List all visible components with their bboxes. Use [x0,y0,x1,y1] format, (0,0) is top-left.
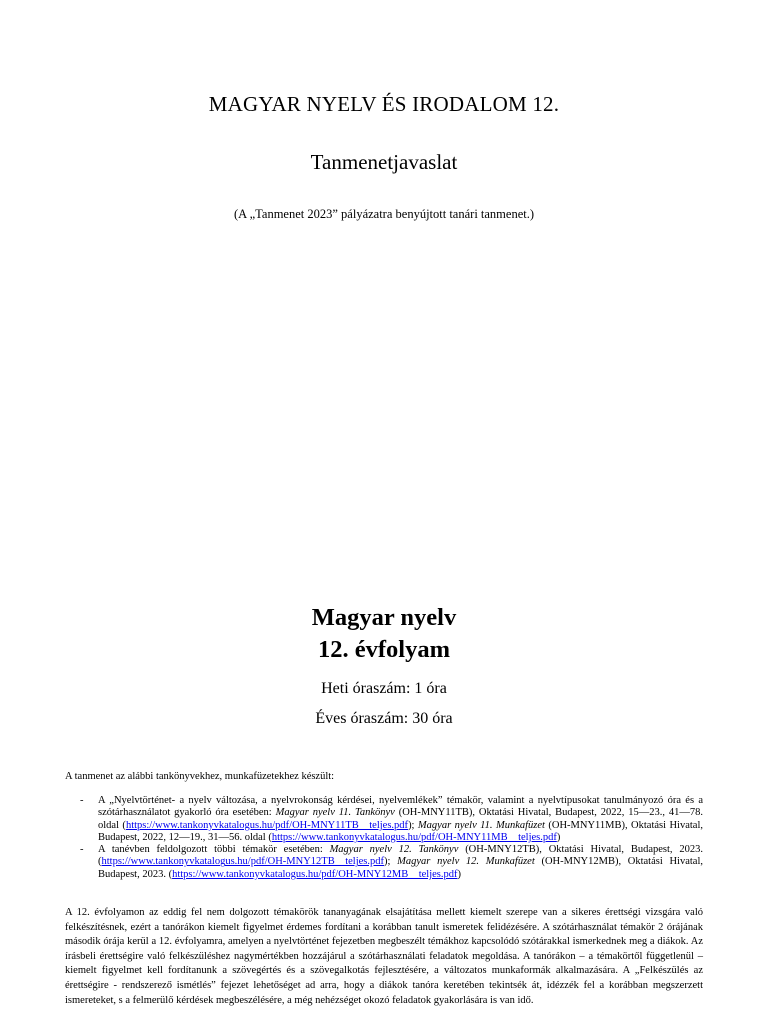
textbook-list [65,795,703,881]
list-item-text: A tanévben feldolgozott többi témakör esetében: [98,844,330,856]
workbook-link[interactable]: https://www.tankonyvkatalogus.hu/pdf/OH-MNY11MB__teljes.pdf [271,831,557,843]
list-item-text: ) [457,868,462,880]
book-title: Magyar nyelv 11. Tankönyv [275,807,395,819]
section-heading-subject: Magyar nyelv [311,604,457,631]
annual-hours: Éves óraszám: 30 óra [315,710,453,727]
document-title: MAGYAR NYELV ÉS IRODALOM 12. [208,92,560,116]
textbook-link[interactable]: https://www.tankonyvkatalogus.hu/pdf/OH-MNY12TB__teljes.pdf [101,856,385,868]
book-title: Magyar nyelv 12. Tankönyv [329,844,459,856]
textbook-link[interactable]: https://www.tankonyvkatalogus.hu/pdf/OH-MNY11TB__teljes.pdf [125,819,409,831]
workbook-link[interactable]: https://www.tankonyvkatalogus.hu/pdf/OH-MNY12MB__teljes.pdf [172,868,458,880]
list-item-text: ); [384,856,398,868]
list-bullet: - [80,795,84,806]
list-item-text: (OH-MNY11MB), Oktatási Hivatal, Budapest, 2022, 12—19., 31—56. oldal ( [98,819,704,843]
weekly-hours: Heti óraszám: 1 óra [321,680,447,697]
book-title: Magyar nyelv 11. Munkafüzet [417,819,545,831]
list-item-text: (OH-MNY11TB), Oktatási Hivatal, Budapest, 2022, 15—23., 41—78. oldal ( [98,807,703,831]
list-item [65,795,703,844]
section-heading-grade: 12. évfolyam [318,636,450,663]
body-paragraph: A 12. évfolyamon az eddig fel nem dolgozott témakörök tananyagának elsajátítása mellett kiemelt szerepe van a sikeres érettségi vizsgára való felkészítésnek, ezért a tanórákon kiemelt figyelmet érdemes fordítani a korábban tanult ismeretek felidézésére. A szótárhasználat témakör 2 órájának második órája kerül a 12. évfolyamra, amelyen a nyelvtörténet fejezetben megbeszélt témákhoz kapcsolódó szótárakkal ismerkednek meg a diákok. Az írásbeli érettségire való felkészüléshez nagymértékben hozzájárul a szótárhasználati feladatok megoldása. A tanórákon – a témakörtől függetlenül – kiemelt figyelmet kell fordítanunk a szövegértés és a szövegalkotás fejlesztésére, a változatos munkaformák alkalmazására. A „Felkészülés az érettségire - rendszerező ismétlés” fejezet lehetőséget ad arra, hogy a diákok tanóra keretében tekintsék át, idézzék fel a korábban megszerzett ismereteket, s a felmerülő kérdések megbeszélésére, a még nehézséget okozó feladatok gyakorlására is van idő. [65,907,703,1006]
list-item-text: ); [408,819,418,831]
list-item-text: ) [556,831,561,843]
list-item-text: A „Nyelvtörténet- a nyelv változása, a nyelvrokonság kérdései, nyelvemlékek” témakör, valamint a nyelvtípusokat tanulmányozó óra és a szótárhasználatot gyakorló óra esetében: [98,795,703,819]
list-bullet: - [80,844,84,856]
book-title: Magyar nyelv 12. Munkafüzet [397,856,535,868]
document-subtitle: Tanmenetjavaslat [310,150,458,174]
list-item-text: (OH-MNY12TB), Oktatási Hivatal, Budapest, 2023. ( [98,844,703,868]
intro-text: A tanmenet az alábbi tankönyvekhez, munkafüzetekhez készült: [65,771,335,782]
document-note: (A „Tanmenet 2023” pályázatra benyújtott tanári tanmenet.) [233,207,535,221]
list-item-text: (OH-MNY12MB), Oktatási Hivatal, Budapest, 2023. ( [98,856,703,880]
list-item [65,844,703,881]
